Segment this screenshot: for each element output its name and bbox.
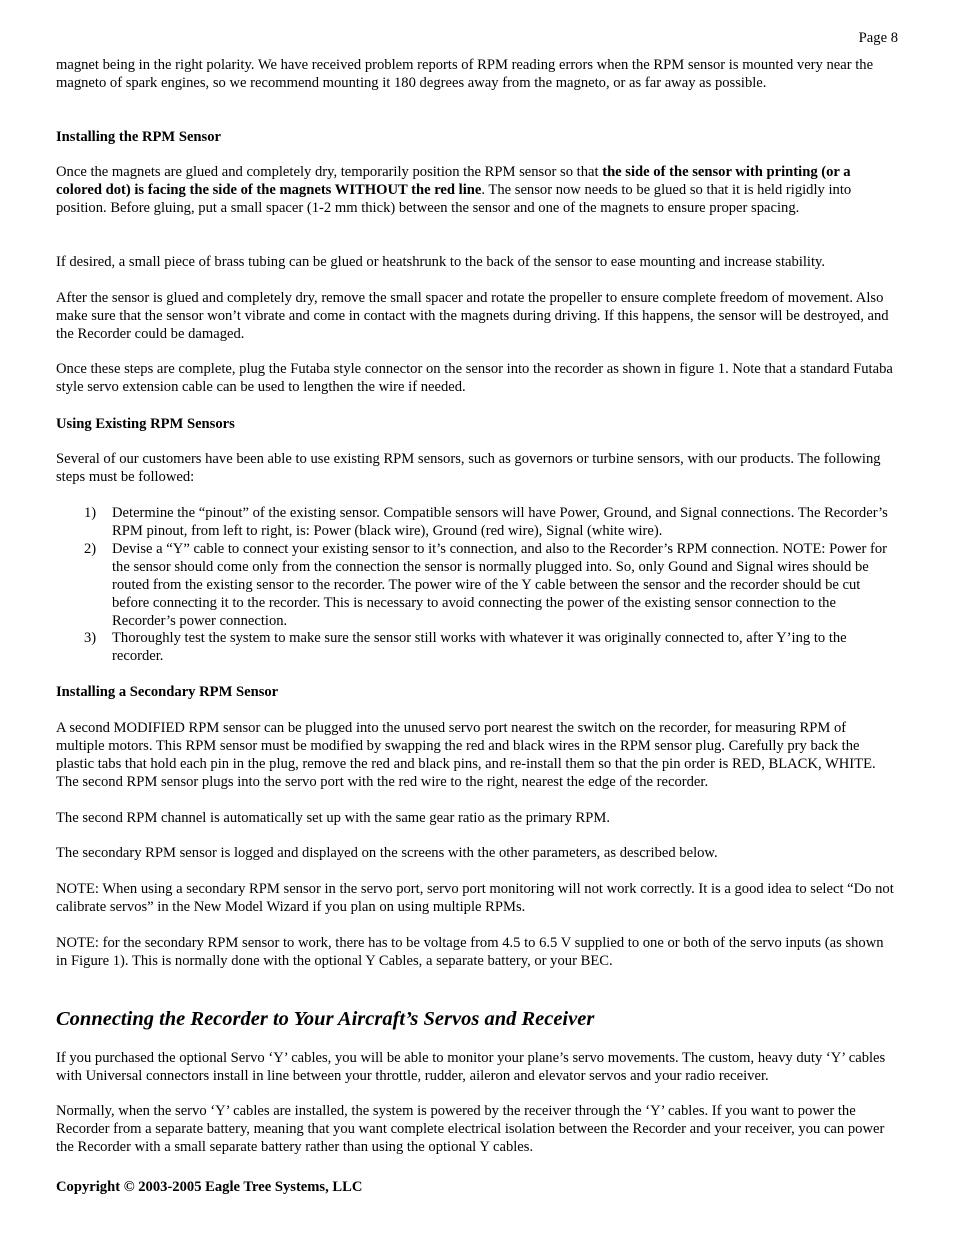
installing-rpm-paragraph-4: Once these steps are complete, plug the Futaba style connector on the sensor into the recorder as shown in figure 1. Note that a standard Futaba style servo extension cable can be used to lengthen the wire if needed. — [56, 361, 893, 395]
text-run: . The sensor now needs to be glued so that it is held rigidly into position. Before gluing, put a small spacer (1-2 mm thick) between the sensor and one of the magnets to ensure proper spacing. — [56, 182, 852, 216]
secondary-rpm-paragraph-4: NOTE: When using a secondary RPM sensor in the servo port, servo port monitoring will not work correctly. It is a good idea to select “Do not calibrate servos” in the New Model Wizard if you plan on using multiple RPMs. — [56, 881, 894, 915]
section-heading-servos: Connecting the Recorder to Your Aircraft’s Servos and Receiver — [56, 1008, 595, 1030]
list-number: 3) — [84, 630, 97, 646]
intro-paragraph: magnet being in the right polarity. We have received problem reports of RPM reading errors when the RPM sensor is mounted very near the magneto of spark engines, so we recommend mounting it 180 degrees away from the magneto, or as far away as possible. — [56, 57, 874, 91]
list-number: 1) — [84, 505, 97, 521]
servos-paragraph-1: If you purchased the optional Servo ‘Y’ cables, you will be able to monitor your plane’s servo movements. The custom, heavy duty ‘Y’ cables with Universal connectors install in line between your throttle, rudder, aileron and elevator servos and your radio receiver. — [56, 1050, 886, 1084]
heading-installing-rpm: Installing the RPM Sensor — [56, 129, 221, 145]
secondary-rpm-paragraph-1: A second MODIFIED RPM sensor can be plugged into the unused servo port nearest the switch on the recorder, for measuring RPM of multiple motors. This RPM sensor must be modified by swapping the red and black wires in the RPM sensor plug. Carefully pry back the plastic tabs that hold each pin in the plug, remove the red and black pins, and re-install them so that the pin order is RED, BLACK, WHITE. The second RPM sensor plugs into the servo port with the red wire to the right, nearest the edge of the recorder. — [56, 720, 876, 790]
installing-rpm-paragraph-3: After the sensor is glued and completely dry, remove the small spacer and rotate the propeller to ensure complete freedom of movement. Also make sure that the sensor won’t vibrate and come in contact with the magnets during driving. If this happens, the sensor will be destroyed, and the Recorder could be damaged. — [56, 290, 889, 342]
secondary-rpm-paragraph-3: The secondary RPM sensor is logged and displayed on the screens with the other parameters, as described below. — [56, 845, 718, 861]
servos-paragraph-2: Normally, when the servo ‘Y’ cables are installed, the system is powered by the receiver through the ‘Y’ cables. If you want to power the Recorder from a separate battery, meaning that you want complete electrical isolation between the Recorder and your receiver, you can power the Recorder with a small separate battery rather than using the optional Y cables. — [56, 1103, 885, 1155]
installing-rpm-paragraph-2: If desired, a small piece of brass tubing can be glued or heatshrunk to the back of the sensor to ease mounting and increase stability. — [56, 254, 826, 270]
list-number: 2) — [84, 541, 97, 557]
list-text: Determine the “pinout” of the existing sensor. Compatible sensors will have Power, Ground, and Signal connections. The Recorder’s RPM pinout, from left to right, is: Power (black wire), Ground (red wire), Signal (white wire). — [112, 505, 888, 539]
installing-rpm-paragraph-1 — [56, 163, 898, 217]
existing-rpm-paragraph: Several of our customers have been able to use existing RPM sensors, such as governors or turbine sensors, with our products. The following steps must be followed: — [56, 451, 881, 485]
copyright-footer: Copyright © 2003-2005 Eagle Tree Systems, LLC — [56, 1179, 363, 1195]
list-text: Thoroughly test the system to make sure the sensor still works with whatever it was originally connected to, after Y’ing to the recorder. — [112, 630, 847, 664]
text-run: Once the magnets are glued and completely dry, temporarily position the RPM sensor so that — [56, 164, 603, 180]
secondary-rpm-paragraph-2: The second RPM channel is automatically set up with the same gear ratio as the primary RPM. — [56, 810, 611, 826]
secondary-rpm-paragraph-5: NOTE: for the secondary RPM sensor to work, there has to be voltage from 4.5 to 6.5 V supplied to one or both of the servo inputs (as shown in Figure 1). This is normally done with the optional Y Cables, a separate battery, or your BEC. — [56, 935, 884, 969]
bold-text-run: the side of the sensor with printing (or a colored dot) is facing the side of the magnets WITHOUT the red line — [56, 164, 851, 198]
heading-secondary-rpm: Installing a Secondary RPM Sensor — [56, 684, 279, 700]
list-text: Devise a “Y” cable to connect your existing sensor to it’s connection, and also to the Recorder’s RPM connection. NOTE: Power for the sensor should come only from the connection the sensor is normally plugged into. So, only Gound and Signal wires should be routed from the existing sensor to the recorder. The power wire of the Y cable between the sensor and the recorder should be cut before connecting it to the recorder. This is necessary to avoid connecting the power of the existing sensor connection to the Recorder’s power connection. — [112, 541, 888, 629]
heading-existing-rpm: Using Existing RPM Sensors — [56, 416, 235, 432]
page-number: Page 8 — [858, 30, 898, 46]
